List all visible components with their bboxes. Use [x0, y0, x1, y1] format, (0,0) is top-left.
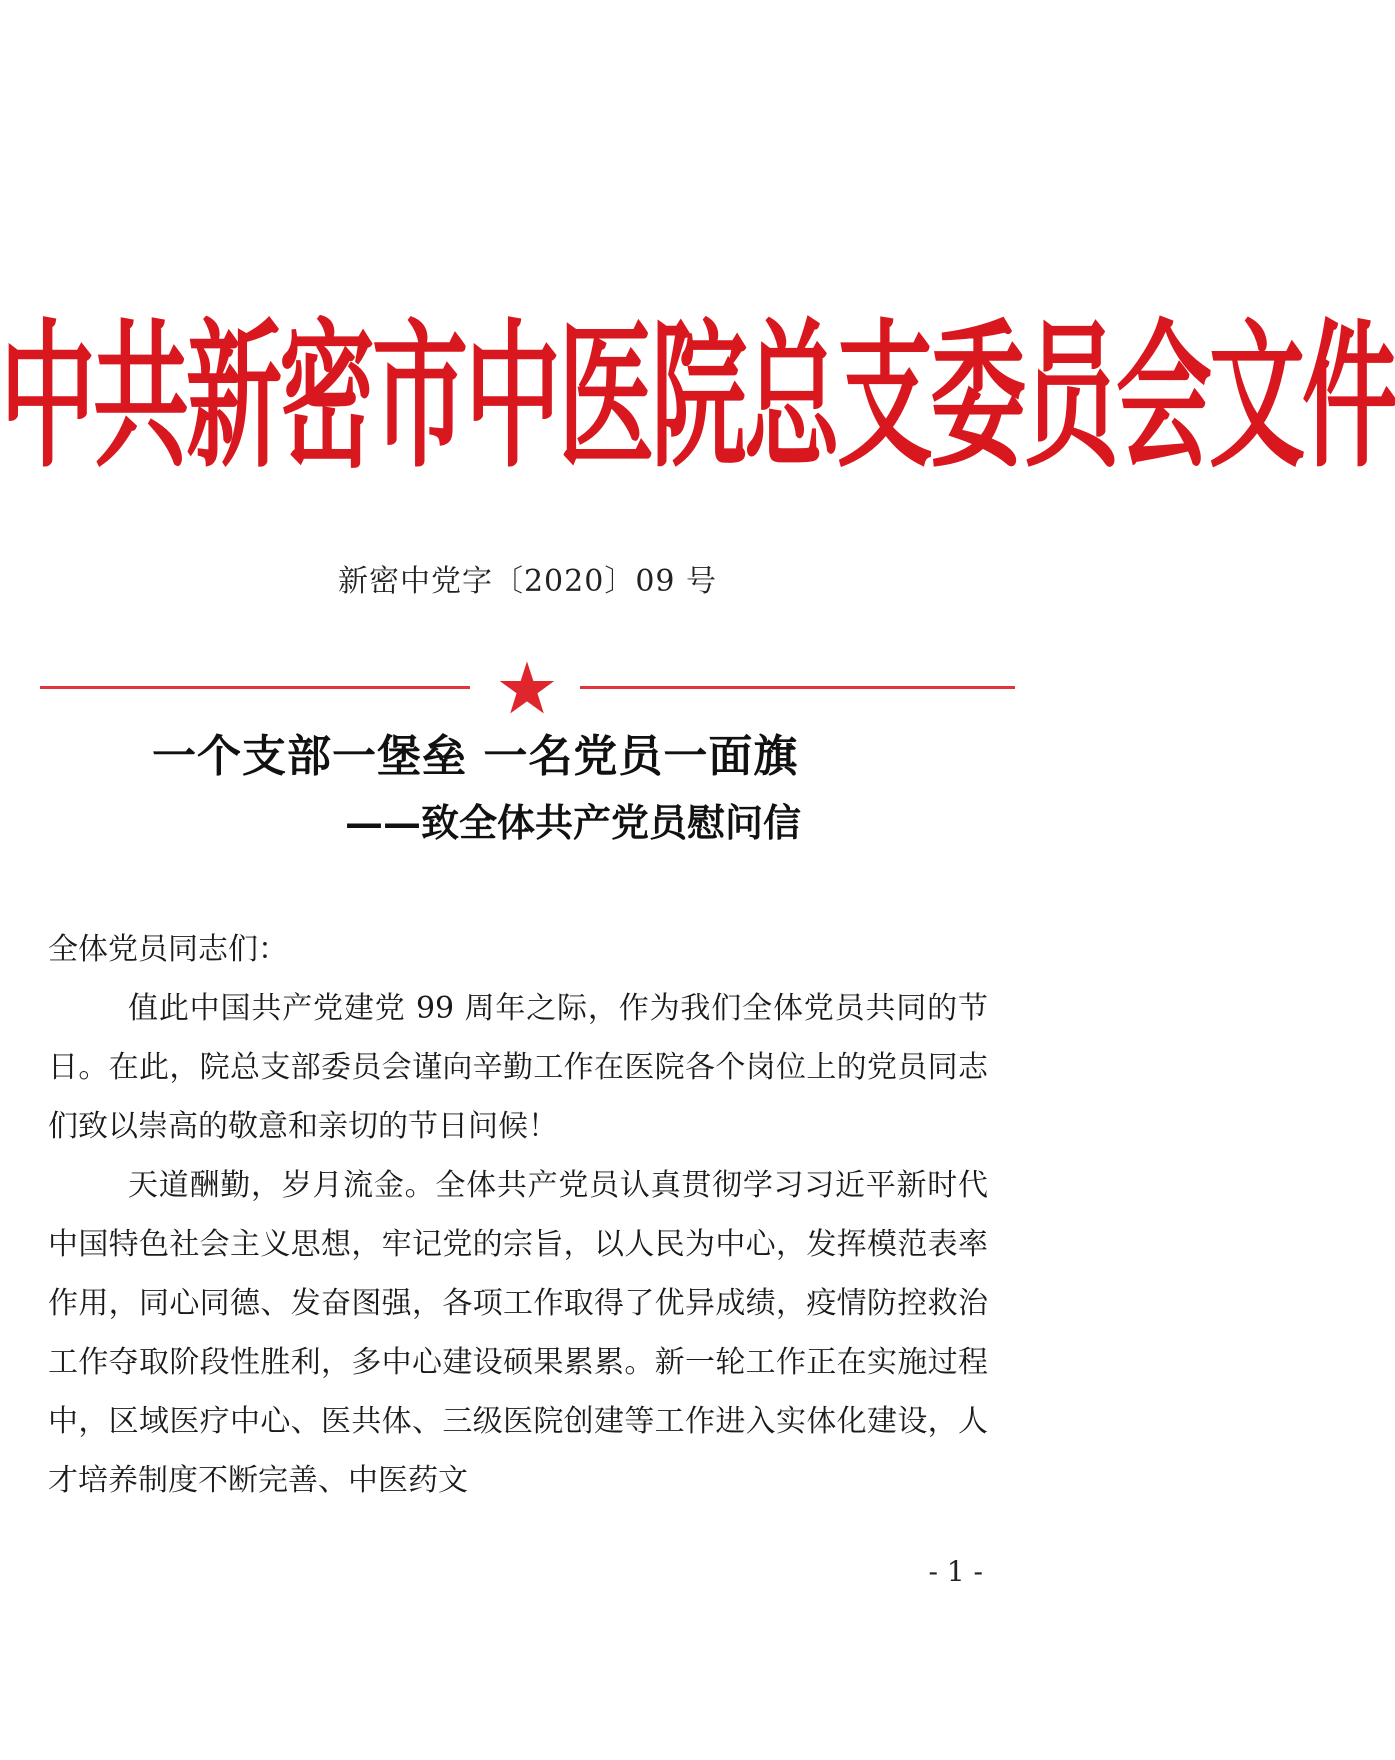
document-number: 新密中党字〔2020〕09 号: [337, 564, 718, 599]
page-number: - 1 -: [928, 1555, 983, 1588]
letter-body: [48, 920, 988, 1510]
divider-line-left: [40, 686, 470, 689]
star-icon: [498, 660, 556, 716]
salutation: 全体党员同志们：: [48, 932, 288, 967]
red-header-title: 中共新密市中医院总支委员会文件: [0, 304, 1395, 490]
letter-subtitle: ——致全体共产党员慰问信: [345, 800, 802, 845]
paragraph-1: 值此中国共产党建党 99 周年之际，作为我们全体党员共同的节日。在此，院总支部委员会谨向辛勤工作在医院各个岗位上的党员同志们致以崇高的敬意和亲切的节日问候！: [48, 991, 988, 1144]
paragraph-2: 天道酬勤，岁月流金。全体共产党员认真贯彻学习习近平新时代中国特色社会主义思想，牢记党的宗旨，以人民为中心，发挥模范表率作用，同心同德、发奋图强，各项工作取得了优异成绩，疫情防控救治工作夺取阶段性胜利，多中心建设硕果累累。新一轮工作正在实施过程中，区域医疗中心、医共体、三级医院创建等工作进入实体化建设，人才培养制度不断完善、中医药文: [48, 1168, 988, 1498]
divider-line-right: [580, 686, 1015, 689]
letter-title: 一个支部一堡垒 一名党员一面旗: [152, 731, 799, 782]
red-divider: [40, 664, 1015, 714]
